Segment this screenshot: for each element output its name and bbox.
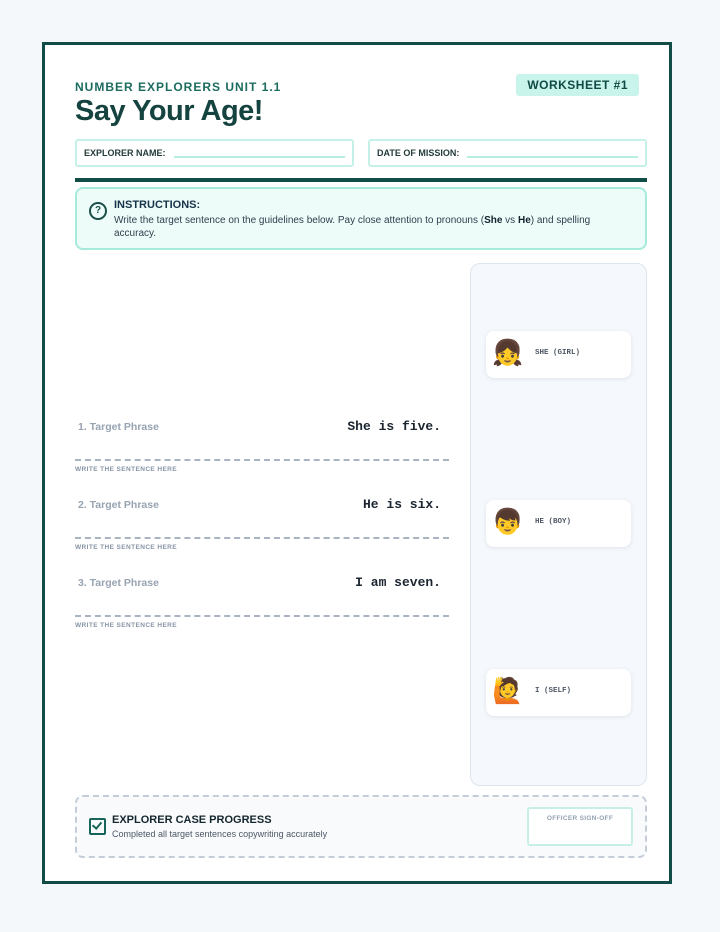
date-of-mission-line[interactable] bbox=[467, 148, 638, 158]
pronoun-card-self bbox=[486, 669, 631, 716]
phrase-1-hint: WRITE THE SENTENCE HERE bbox=[75, 466, 178, 473]
progress-box bbox=[75, 795, 647, 858]
phrase-2-hint: WRITE THE SENTENCE HERE bbox=[75, 544, 178, 551]
worksheet-badge: WORKSHEET #1 bbox=[516, 74, 639, 96]
explorer-name-field[interactable] bbox=[75, 139, 354, 167]
pronoun-card-label: I (SELF) bbox=[535, 687, 572, 695]
phrase-1-sentence: She is five. bbox=[347, 419, 441, 434]
header-divider bbox=[75, 178, 647, 182]
girl-emoji-icon: 👧 bbox=[492, 339, 524, 367]
unit-label: NUMBER EXPLORERS UNIT 1.1 bbox=[75, 80, 282, 94]
officer-signoff-box[interactable] bbox=[527, 807, 633, 846]
instructions-box bbox=[75, 187, 647, 250]
phrase-1-writing-line[interactable] bbox=[75, 459, 449, 461]
pronoun-panel bbox=[470, 263, 647, 786]
pronoun-card-label: HE (BOY) bbox=[535, 518, 572, 526]
boy-emoji-icon: 👦 bbox=[492, 508, 524, 536]
worksheet bbox=[42, 42, 672, 884]
instructions-text: Write the target sentence on the guidelines below. Pay close attention to pronouns (She vs He) and spelling accuracy. bbox=[114, 215, 591, 239]
checkbox-icon[interactable] bbox=[89, 818, 106, 835]
pronoun-she: She bbox=[484, 215, 503, 226]
phrase-2-writing-line[interactable] bbox=[75, 537, 449, 539]
instructions-heading: INSTRUCTIONS: bbox=[114, 199, 201, 211]
pronoun-card-she bbox=[486, 331, 631, 378]
page-title: Say Your Age! bbox=[75, 95, 263, 127]
phrase-2-label: 2. Target Phrase bbox=[78, 499, 159, 511]
signoff-label: OFFICER SIGN-OFF bbox=[546, 815, 614, 822]
progress-subtext: Completed all target sentences copywriting accurately bbox=[112, 829, 328, 839]
raising-hand-emoji-icon: 🙋 bbox=[492, 677, 524, 705]
phrase-3-label: 3. Target Phrase bbox=[78, 577, 159, 589]
phrase-3-writing-line[interactable] bbox=[75, 615, 449, 617]
explorer-name-label: EXPLORER NAME: bbox=[84, 148, 166, 158]
phrase-3-hint: WRITE THE SENTENCE HERE bbox=[75, 622, 178, 629]
progress-heading: EXPLORER CASE PROGRESS bbox=[112, 814, 272, 826]
phrase-3-sentence: I am seven. bbox=[355, 575, 441, 590]
date-of-mission-label: DATE OF MISSION: bbox=[377, 148, 460, 158]
pronoun-card-he bbox=[486, 500, 631, 547]
pronoun-he: He bbox=[517, 215, 531, 226]
pronoun-card-label: SHE (GIRL) bbox=[535, 349, 581, 357]
explorer-name-line[interactable] bbox=[174, 148, 345, 158]
phrase-2-sentence: He is six. bbox=[362, 497, 441, 512]
date-of-mission-field[interactable] bbox=[368, 139, 647, 167]
phrase-1-label: 1. Target Phrase bbox=[78, 421, 159, 433]
question-icon: ? bbox=[89, 202, 107, 220]
